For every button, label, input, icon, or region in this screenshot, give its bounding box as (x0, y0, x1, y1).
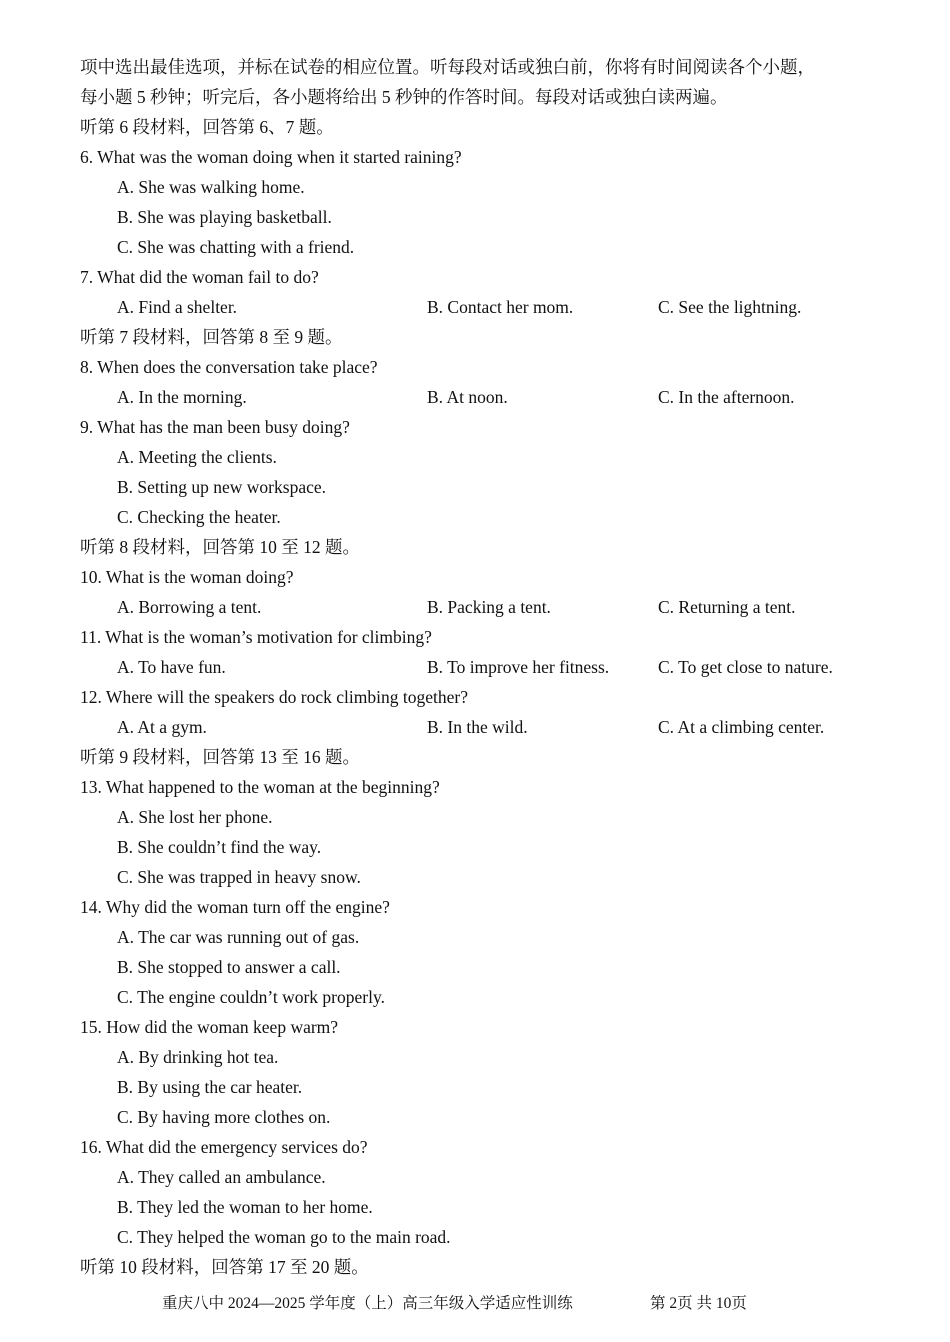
answer-option: B. In the wild. (427, 717, 528, 737)
answer-option: A. Meeting the clients. (117, 447, 277, 467)
answer-option: A. In the morning. (117, 387, 247, 407)
options-row (0, 292, 950, 322)
answer-option: B. They led the woman to her home. (117, 1197, 373, 1217)
options-row (0, 592, 950, 622)
question-text: 13. What happened to the woman at the beginning? (80, 777, 440, 797)
answer-option: C. They helped the woman go to the main road. (117, 1227, 451, 1247)
question-text: 11. What is the woman’s motivation for climbing? (80, 627, 432, 647)
answer-option: B. At noon. (427, 387, 508, 407)
question-text: 12. Where will the speakers do rock climbing together? (80, 687, 468, 707)
section-heading: 听第 9 段材料，回答第 13 至 16 题。 (80, 747, 360, 767)
answer-option: C. She was chatting with a friend. (117, 237, 355, 257)
question-text: 9. What has the man been busy doing? (80, 417, 350, 437)
question-text: 7. What did the woman fail to do? (80, 267, 319, 287)
options-row (0, 652, 950, 682)
page-footer (162, 1290, 782, 1318)
answer-option: A. By drinking hot tea. (117, 1047, 279, 1067)
question-text: 16. What did the emergency services do? (80, 1137, 368, 1157)
answer-option: C. The engine couldn’t work properly. (117, 987, 385, 1007)
answer-option: A. Borrowing a tent. (117, 597, 262, 617)
answer-option: C. In the afternoon. (658, 387, 795, 407)
question-text: 14. Why did the woman turn off the engine? (80, 897, 390, 917)
answer-option: B. Contact her mom. (427, 297, 574, 317)
answer-option: C. To get close to nature. (658, 657, 833, 677)
options-row (0, 382, 950, 412)
section-heading: 听第 8 段材料，回答第 10 至 12 题。 (80, 537, 360, 557)
answer-option: A. They called an ambulance. (117, 1167, 326, 1187)
answer-option: C. By having more clothes on. (117, 1107, 331, 1127)
answer-option: C. See the lightning. (658, 297, 802, 317)
answer-option: C. She was trapped in heavy snow. (117, 867, 361, 887)
answer-option: A. She was walking home. (117, 177, 305, 197)
instruction-text: 项中选出最佳选项，并标在试卷的相应位置。听每段对话或独白前，你将有时间阅读各个小题， (80, 57, 815, 77)
answer-option: A. At a gym. (117, 717, 207, 737)
options-row (0, 712, 950, 742)
section-heading: 听第 7 段材料，回答第 8 至 9 题。 (80, 327, 343, 347)
answer-option: B. She couldn’t find the way. (117, 837, 322, 857)
answer-option: B. She stopped to answer a call. (117, 957, 341, 977)
answer-option: A. The car was running out of gas. (117, 927, 360, 947)
answer-option: C. At a climbing center. (658, 717, 825, 737)
answer-option: C. Checking the heater. (117, 507, 281, 527)
answer-option: B. Setting up new workspace. (117, 477, 326, 497)
section-heading: 听第 10 段材料，回答第 17 至 20 题。 (80, 1257, 369, 1277)
answer-option: C. Returning a tent. (658, 597, 796, 617)
answer-option: B. Packing a tent. (427, 597, 551, 617)
instruction-text: 每小题 5 秒钟；听完后，各小题将给出 5 秒钟的作答时间。每段对话或独白读两遍。 (80, 87, 728, 107)
answer-option: B. By using the car heater. (117, 1077, 303, 1097)
answer-option: A. Find a shelter. (117, 297, 238, 317)
question-text: 8. When does the conversation take place? (80, 357, 378, 377)
answer-option: A. To have fun. (117, 657, 226, 677)
question-text: 15. How did the woman keep warm? (80, 1017, 339, 1037)
answer-option: B. To improve her fitness. (427, 657, 610, 677)
answer-option: A. She lost her phone. (117, 807, 273, 827)
question-text: 10. What is the woman doing? (80, 567, 294, 587)
footer-school-text: 重庆八中 2024—2025 学年度（上）高三年级入学适应性训练 (162, 1295, 573, 1312)
answer-option: B. She was playing basketball. (117, 207, 332, 227)
question-text: 6. What was the woman doing when it started raining? (80, 147, 462, 167)
footer-page-number: 第 2页 共 10页 (650, 1295, 747, 1312)
section-heading: 听第 6 段材料，回答第 6、7 题。 (80, 117, 334, 137)
